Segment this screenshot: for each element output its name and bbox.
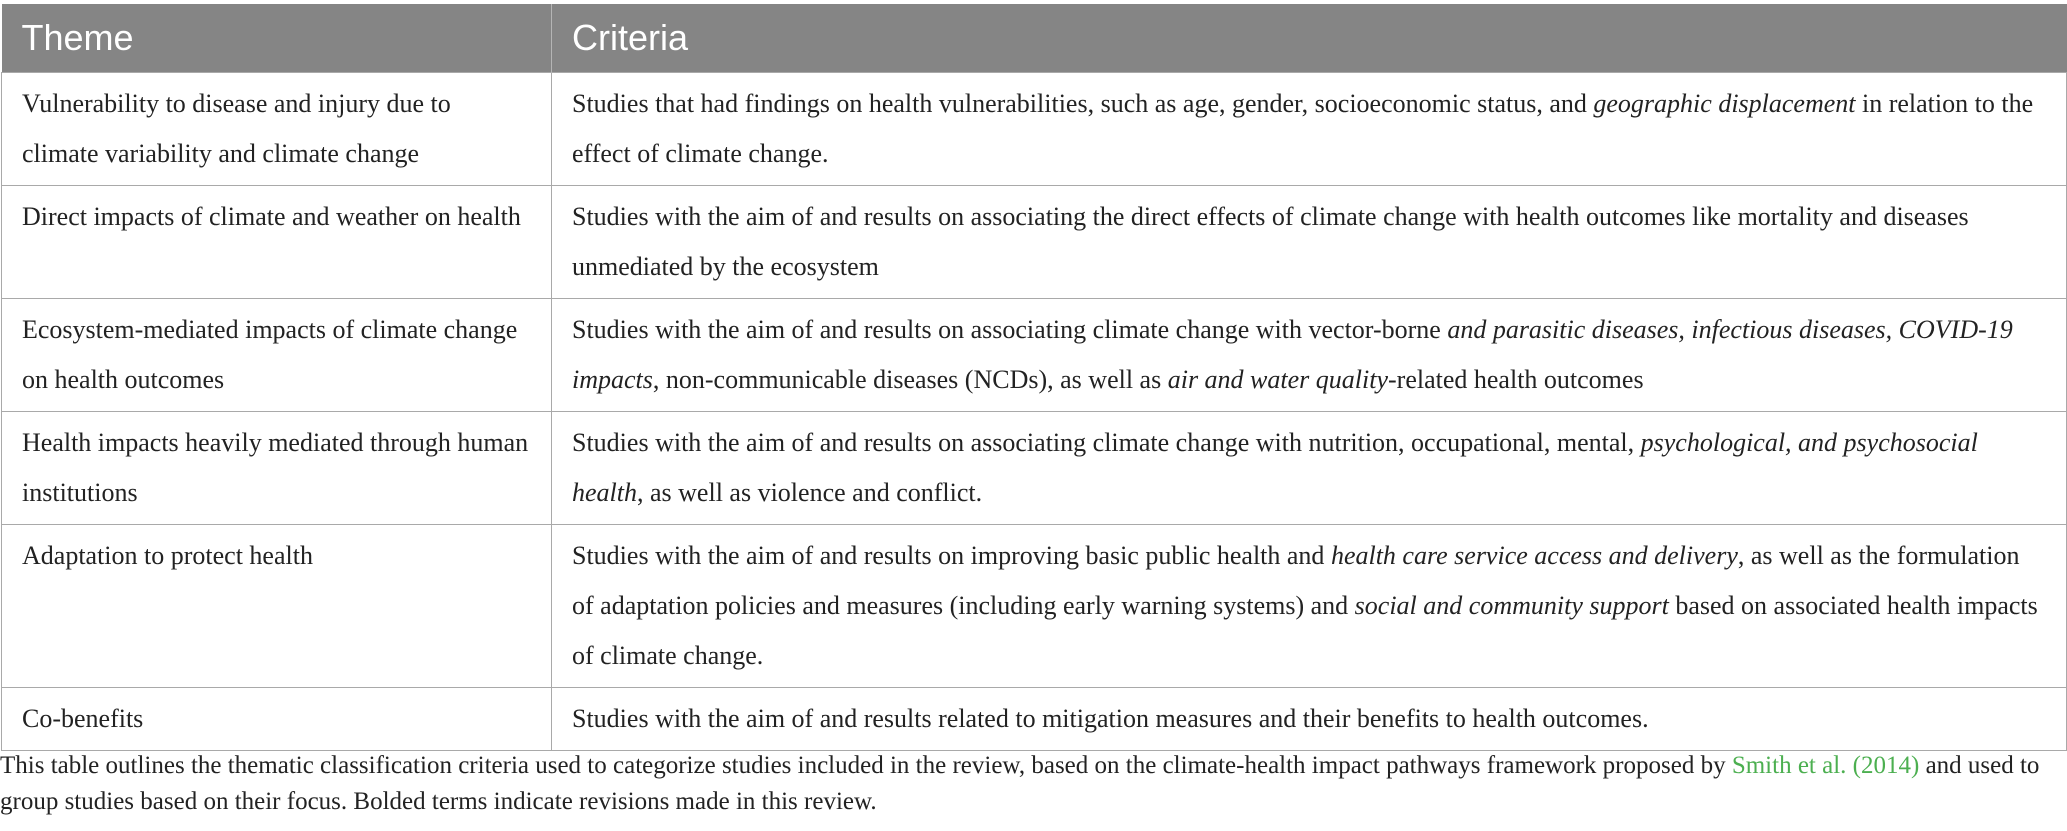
criteria-text: Studies that had findings on health vulnerabilities, such as age, gender, socioeconomic status, and <box>572 89 1594 118</box>
criteria-text: , as well as the formulation of adaptation policies and measures (including early warning systems) and <box>572 541 2020 620</box>
footnote-reference-link[interactable]: Smith et al. (2014) <box>1731 752 1920 779</box>
theme-cell: Ecosystem-mediated impacts of climate change on health outcomes <box>2 299 552 412</box>
header-criteria: Criteria <box>552 4 2067 73</box>
criteria-text: , as well as violence and conflict. <box>637 478 983 507</box>
table-body <box>2 73 2067 751</box>
criteria-text: Studies with the aim of and results on associating climate change with nutrition, occupational, mental, <box>572 428 1641 457</box>
criteria-cell <box>552 186 2067 299</box>
criteria-text: -related health outcomes <box>1388 365 1644 394</box>
theme-cell: Adaptation to protect health <box>2 525 552 688</box>
table-row <box>2 412 2067 525</box>
table-row <box>2 186 2067 299</box>
criteria-text: Studies with the aim of and results on associating climate change with vector-borne <box>572 315 1448 344</box>
theme-cell: Health impacts heavily mediated through human institutions <box>2 412 552 525</box>
theme-cell: Co-benefits <box>2 688 552 751</box>
theme-cell: Vulnerability to disease and injury due to climate variability and climate change <box>2 73 552 186</box>
criteria-text: based on associated health impacts of climate change. <box>572 591 2038 670</box>
table-footnote <box>0 748 2067 820</box>
criteria-cell <box>552 412 2067 525</box>
criteria-table <box>1 4 2067 751</box>
theme-cell: Direct impacts of climate and weather on health <box>2 186 552 299</box>
criteria-text: , non-communicable diseases (NCDs), as well as <box>652 365 1168 394</box>
table-row <box>2 525 2067 688</box>
criteria-italic-text: geographic displacement <box>1593 89 1856 118</box>
criteria-cell <box>552 525 2067 688</box>
table-row <box>2 688 2067 751</box>
criteria-text: in relation to the effect of climate change. <box>572 89 2034 168</box>
footnote-text-after: and used to group studies based on their focus. Bolded terms indicate revisions made in this review. <box>0 752 2040 815</box>
criteria-italic-text: health care service access and delivery <box>1330 541 1738 570</box>
criteria-text: Studies with the aim of and results related to mitigation measures and their benefits to health outcomes. <box>572 704 1649 733</box>
criteria-text: Studies with the aim of and results on improving basic public health and <box>572 541 1331 570</box>
criteria-cell <box>552 688 2067 751</box>
header-theme: Theme <box>2 4 552 73</box>
criteria-italic-text: and parasitic diseases, infectious diseases, COVID-19 impacts <box>572 315 2013 394</box>
table-row <box>2 73 2067 186</box>
footnote-text-before: This table outlines the thematic classification criteria used to categorize studies included in the review, based on the climate-health impact pathways framework proposed by <box>0 752 1732 779</box>
criteria-italic-text: psychological, and psychosocial health <box>572 428 1978 507</box>
table-header-row <box>2 4 2067 73</box>
criteria-italic-text: social and community support <box>1354 591 1669 620</box>
criteria-italic-text: air and water quality <box>1167 365 1388 394</box>
criteria-cell <box>552 73 2067 186</box>
criteria-cell <box>552 299 2067 412</box>
criteria-text: Studies with the aim of and results on associating the direct effects of climate change with health outcomes like mortality and diseases unmediated by the ecosystem <box>572 202 1969 281</box>
table-row <box>2 299 2067 412</box>
table-wrapper <box>0 4 2067 751</box>
